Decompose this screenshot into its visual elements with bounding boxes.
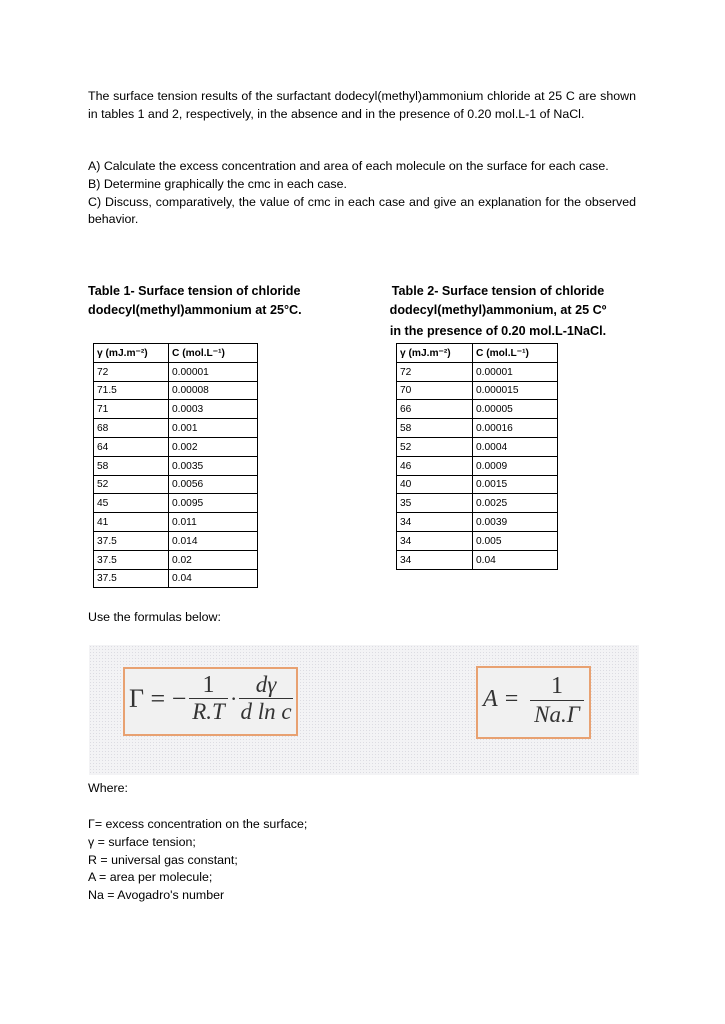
table-cell: 58: [94, 456, 169, 475]
table-cell: 0.000015: [473, 381, 558, 400]
table-cell: 0.02: [169, 550, 258, 569]
table-cell: 0.0015: [473, 475, 558, 494]
table-cell: 0.0004: [473, 437, 558, 456]
table-row: [94, 400, 258, 419]
table-row: [94, 456, 258, 475]
table-cell: 0.0056: [169, 475, 258, 494]
table-cell: 58: [397, 419, 473, 438]
table2: [396, 343, 558, 570]
question-a: A) Calculate the excess concentration and area of each molecule on the surface for each case.: [88, 159, 609, 173]
table-row: [397, 362, 558, 381]
table-cell: 0.04: [169, 569, 258, 588]
table-row: [94, 437, 258, 456]
definition-gamma-excess: Γ= excess concentration on the surface;: [88, 817, 308, 831]
table-cell: 72: [94, 362, 169, 381]
table2-header-c: C (mol.L⁻¹): [473, 344, 558, 363]
table-cell: 0.00008: [169, 381, 258, 400]
table-cell: 45: [94, 494, 169, 513]
definition-area: A = area per molecule;: [88, 870, 213, 885]
gibbs-fraction-1: [189, 672, 228, 725]
table-row: [397, 437, 558, 456]
table-cell: 0.0039: [473, 513, 558, 532]
table-cell: 72: [397, 362, 473, 381]
table-cell: 0.0009: [473, 456, 558, 475]
table-row: [94, 569, 258, 588]
table-row: [94, 531, 258, 550]
where-label: Where:: [88, 781, 128, 795]
table-row: [397, 475, 558, 494]
table-row: [397, 381, 558, 400]
table-cell: 0.00001: [169, 362, 258, 381]
area-lhs: A =: [483, 686, 520, 712]
table-cell: 41: [94, 513, 169, 532]
table2-caption: [370, 282, 626, 341]
table-row: [397, 419, 558, 438]
question-b: B) Determine graphically the cmc in each case.: [88, 176, 347, 191]
table2-caption-line3: in the presence of 0.20 mol.L-1NaCl.: [389, 324, 607, 338]
table-cell: 34: [397, 513, 473, 532]
table-cell: 0.0025: [473, 494, 558, 513]
gibbs-lhs: Γ = −: [129, 684, 187, 713]
area-denominator: Na.Γ: [534, 702, 580, 727]
table-cell: 0.0003: [169, 400, 258, 419]
gibbs-denominator-2: d ln c: [240, 699, 292, 724]
definition-gas-constant: R = universal gas constant;: [88, 852, 238, 867]
table2-caption-line2: dodecyl(methyl)ammonium, at 25 Cº: [389, 303, 607, 317]
area-formula: [476, 666, 591, 739]
table-cell: 34: [397, 550, 473, 569]
questions-block: [88, 158, 636, 229]
table-cell: 64: [94, 437, 169, 456]
table1-caption-line1: Table 1- Surface tension of chloride: [88, 284, 301, 298]
question-c: C) Discuss, comparatively, the value of cmc in each case and give an explanation for the observed behavior.: [88, 194, 636, 227]
table-row: [94, 475, 258, 494]
table-cell: 0.014: [169, 531, 258, 550]
table-cell: 66: [397, 400, 473, 419]
table-cell: 0.001: [169, 419, 258, 438]
area-fraction: [530, 672, 584, 729]
table-cell: 34: [397, 531, 473, 550]
table-cell: 0.0095: [169, 494, 258, 513]
table-cell: 40: [397, 475, 473, 494]
table1-header-c: C (mol.L⁻¹): [169, 344, 258, 363]
table-cell: 70: [397, 381, 473, 400]
definitions-list: [88, 816, 636, 905]
table-row: [397, 494, 558, 513]
formula-panel: [89, 645, 639, 775]
table-cell: 0.00001: [473, 362, 558, 381]
table-cell: 0.04: [473, 550, 558, 569]
table-cell: 52: [94, 475, 169, 494]
definition-surface-tension: γ = surface tension;: [88, 834, 196, 849]
table-cell: 0.00005: [473, 400, 558, 419]
table-row: [94, 362, 258, 381]
definition-avogadro: Na = Avogadro's number: [88, 888, 225, 903]
table-cell: 46: [397, 456, 473, 475]
table-cell: 37.5: [94, 550, 169, 569]
table-cell: 52: [397, 437, 473, 456]
gibbs-denominator-1: R.T: [192, 699, 225, 724]
table-row: [397, 513, 558, 532]
table-row: [397, 531, 558, 550]
table-cell: 68: [94, 419, 169, 438]
table-row: [94, 419, 258, 438]
table2-caption-line1: Table 2- Surface tension of chloride: [391, 284, 605, 298]
table-cell: 0.002: [169, 437, 258, 456]
table-cell: 71.5: [94, 381, 169, 400]
table-cell: 37.5: [94, 569, 169, 588]
area-numerator: 1: [551, 673, 563, 699]
gibbs-formula: [123, 667, 298, 736]
table-row: [94, 494, 258, 513]
gibbs-numerator-2: dγ: [255, 672, 277, 697]
intro-paragraph: The surface tension results of the surfactant dodecyl(methyl)ammonium chloride at 25 C are shown in tables 1 and 2, respectively, in the absence and in the presence of 0.20 mol.L-1 of NaCl.: [88, 89, 636, 121]
gibbs-numerator-1: 1: [202, 672, 215, 698]
table-row: [397, 400, 558, 419]
table-cell: 0.011: [169, 513, 258, 532]
table2-header-row: [397, 344, 558, 363]
table1-header-row: [94, 344, 258, 363]
table-row: [94, 550, 258, 569]
table-cell: 0.005: [473, 531, 558, 550]
table-row: [397, 550, 558, 569]
gibbs-multiply-dot: ·: [230, 686, 238, 711]
table-cell: 0.0035: [169, 456, 258, 475]
table1-caption-line2: dodecyl(methyl)ammonium at 25°C.: [88, 303, 302, 317]
table1-caption: [88, 282, 302, 320]
table-row: [397, 456, 558, 475]
table1: [93, 343, 258, 588]
table2-header-gamma: γ (mJ.m⁻²): [397, 344, 473, 363]
table-cell: 0.00016: [473, 419, 558, 438]
table-row: [94, 381, 258, 400]
table-cell: 37.5: [94, 531, 169, 550]
use-formulas-label: Use the formulas below:: [88, 610, 221, 624]
table-row: [94, 513, 258, 532]
table1-header-gamma: γ (mJ.m⁻²): [94, 344, 169, 363]
gibbs-fraction-2: [239, 672, 293, 725]
table-cell: 35: [397, 494, 473, 513]
table-cell: 71: [94, 400, 169, 419]
